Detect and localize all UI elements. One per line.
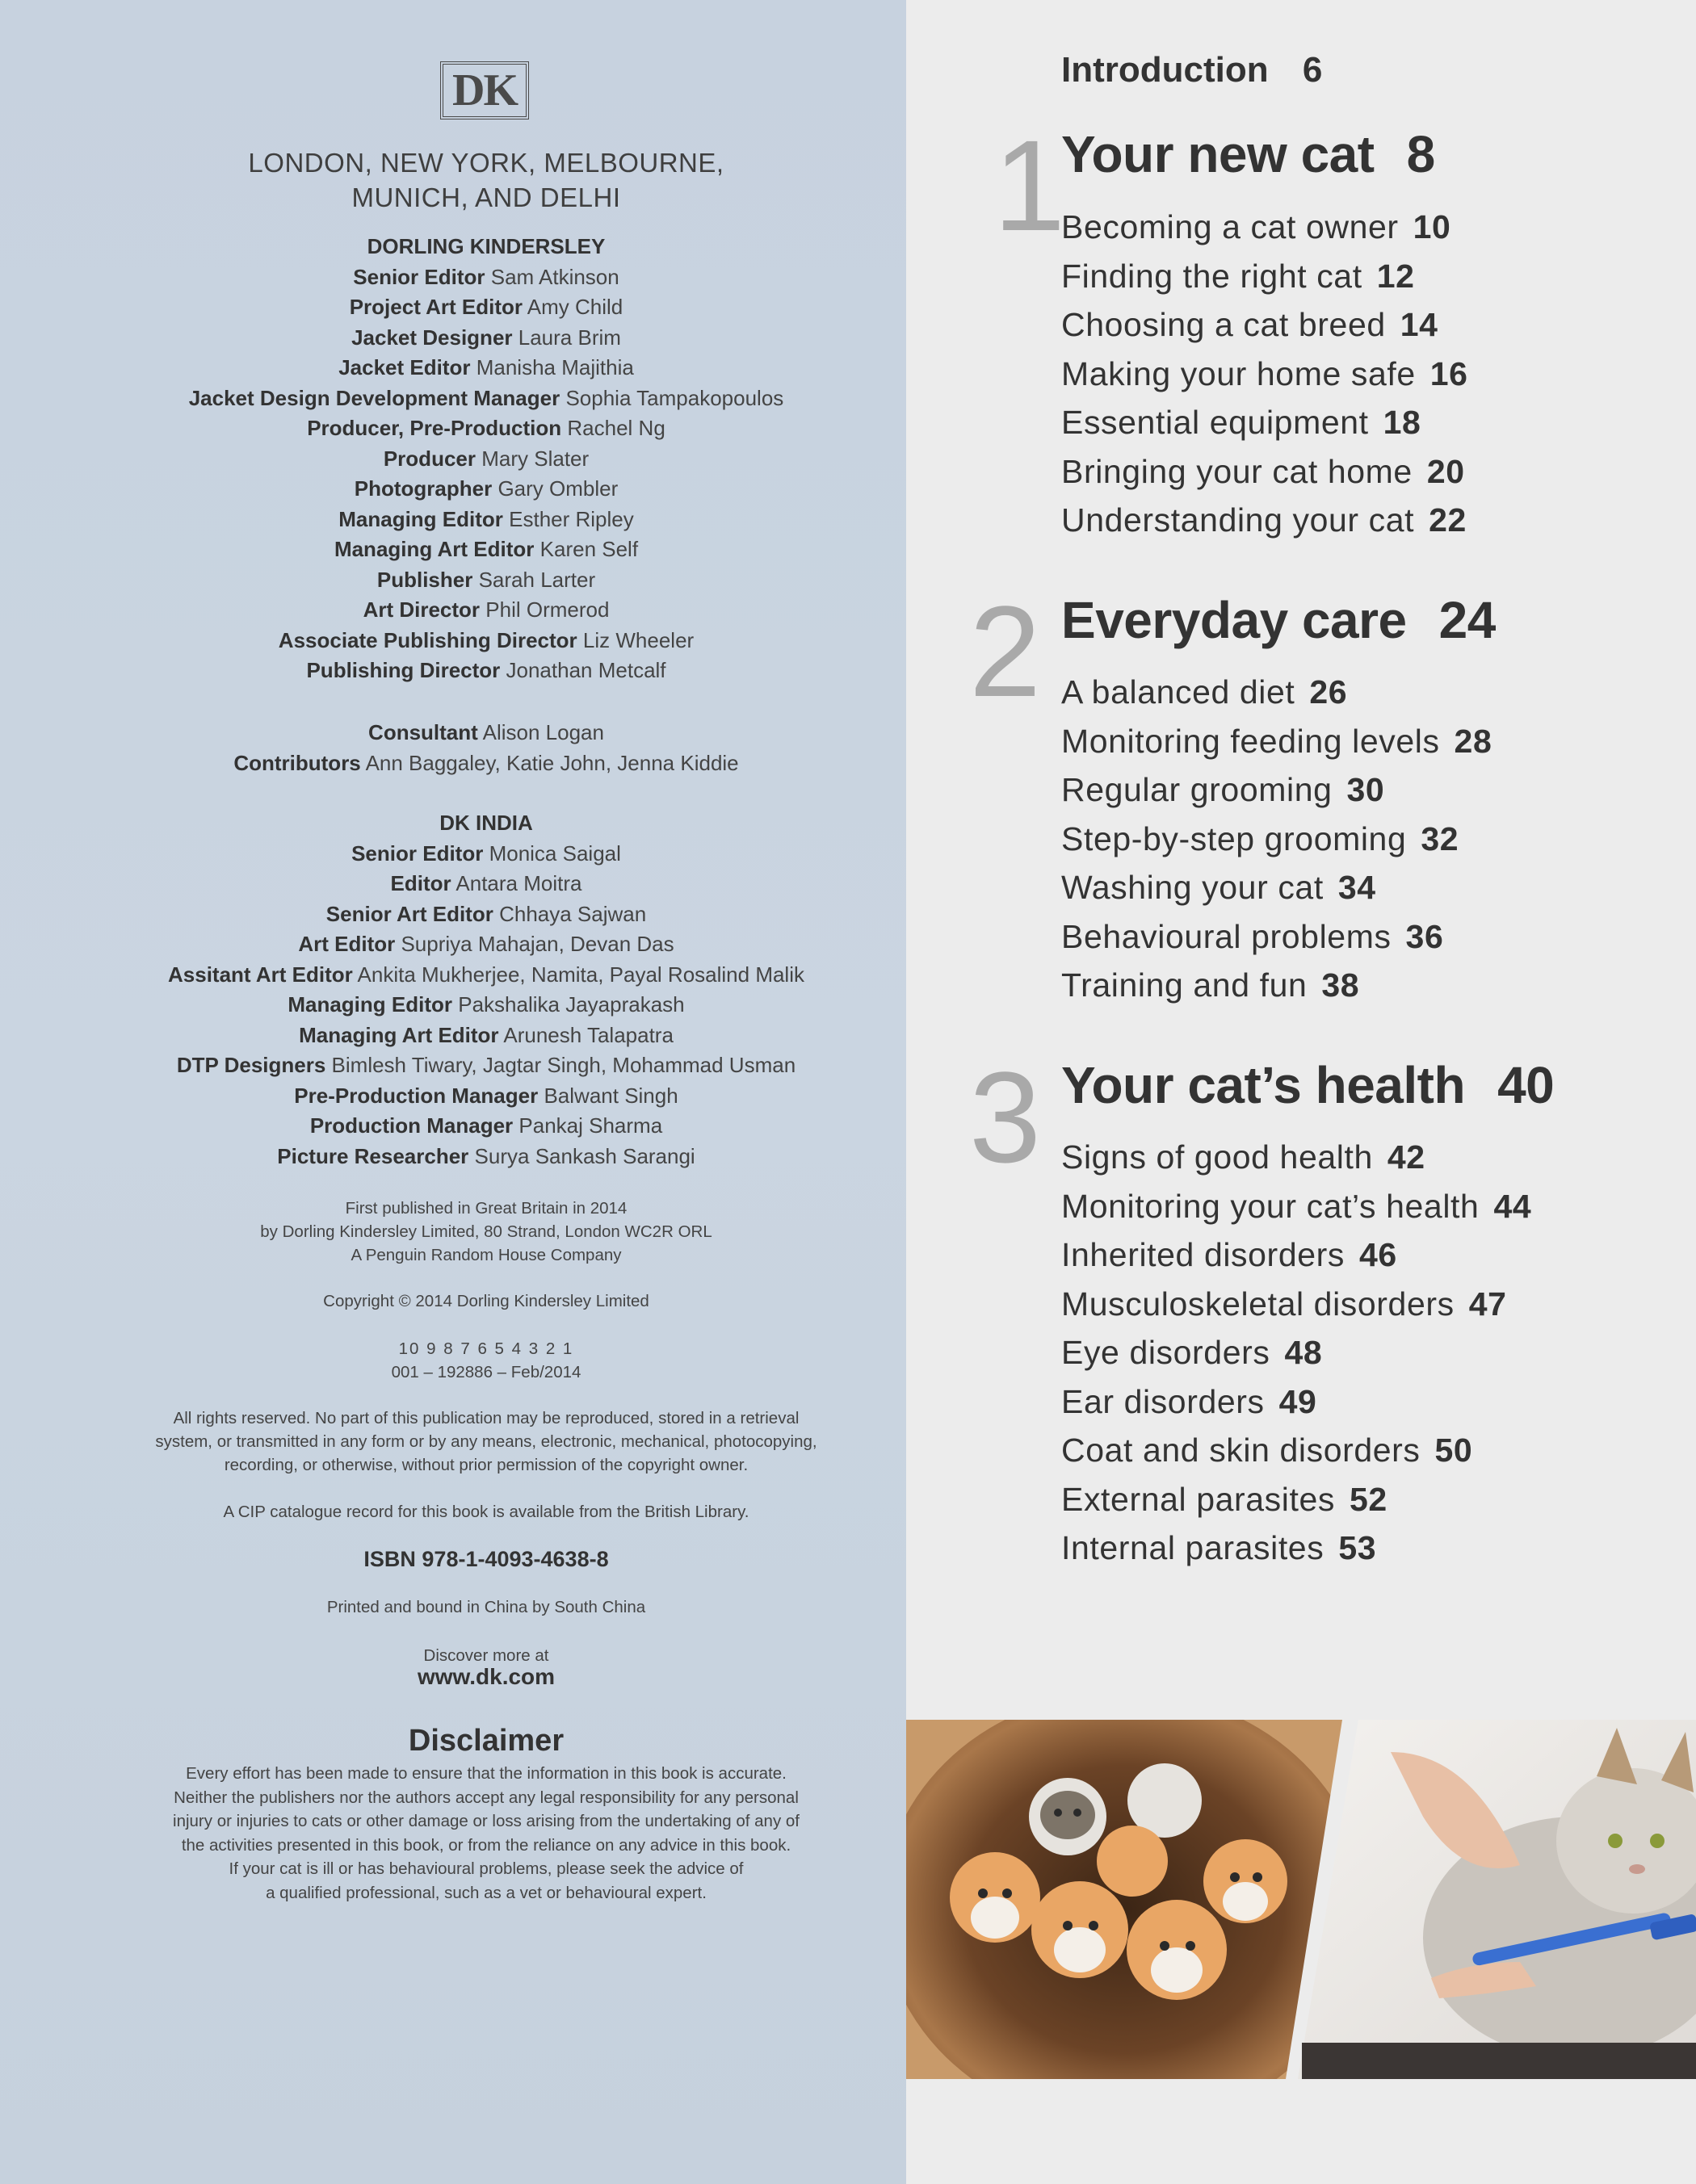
chapter-page: 24: [1438, 591, 1496, 649]
toc-entry-title: Choosing a cat breed: [1061, 306, 1386, 343]
consultant-credit-list: [0, 718, 972, 778]
credit-line: [0, 929, 972, 960]
toc-entry-page: 28: [1454, 722, 1492, 760]
credit-role: Publisher: [376, 567, 473, 592]
toc-entry[interactable]: [1061, 961, 1492, 1010]
toc-entry-page: 49: [1278, 1382, 1317, 1420]
chapter-3-entries: [1061, 1133, 1531, 1573]
toc-entry-page: 46: [1358, 1236, 1397, 1273]
credit-role: Consultant: [368, 720, 478, 744]
discover-label: Discover more at: [423, 1646, 549, 1665]
credit-name: Ann Baggaley, Katie John, Jenna Kiddie: [365, 750, 739, 775]
toc-entry[interactable]: [1061, 1475, 1531, 1524]
credit-role: Jacket Designer: [351, 325, 513, 350]
edition-code: 001 – 192886 – Feb/2014: [391, 1363, 581, 1381]
credit-line: [0, 323, 972, 354]
toc-entry[interactable]: [1061, 1280, 1531, 1329]
toc-entry-title: Making your home safe: [1061, 354, 1416, 392]
toc-entry-page: 30: [1346, 771, 1385, 808]
toc-entry-title: Signs of good health: [1061, 1138, 1373, 1176]
toc-entry-page: 32: [1421, 820, 1459, 857]
credit-name: Arunesh Talapatra: [503, 1022, 674, 1047]
credit-line: [0, 534, 972, 565]
rights-line: system, or transmitted in any form or by any means, electronic, mechanical, photocopying,: [155, 1432, 817, 1451]
toc-entry-title: Essential equipment: [1061, 404, 1369, 441]
website-link[interactable]: www.dk.com: [417, 1664, 556, 1689]
toc-entry-page: 44: [1493, 1187, 1532, 1225]
credit-role: DTP Designers: [176, 1053, 326, 1077]
chapter-3-title[interactable]: [1061, 1055, 1554, 1115]
credit-line: [0, 353, 972, 384]
toc-entry[interactable]: [1061, 863, 1492, 912]
toc-entry[interactable]: [1061, 1426, 1531, 1475]
credit-name: Pakshalika Jayaprakash: [458, 992, 685, 1017]
toc-entry-page: 26: [1309, 673, 1348, 711]
copyright: Copyright © 2014 Dorling Kindersley Limited: [323, 1292, 649, 1310]
credit-role: Producer: [383, 446, 476, 471]
toc-entry[interactable]: [1061, 447, 1468, 497]
credit-role: Art Director: [363, 597, 481, 622]
toc-entry[interactable]: [1061, 496, 1468, 545]
credit-name: Mary Slater: [481, 446, 590, 471]
toc-entry[interactable]: [1061, 668, 1492, 717]
first-published-line: A Penguin Random House Company: [351, 1246, 622, 1264]
toc-entry-title: Eye disorders: [1061, 1334, 1270, 1371]
rights-statement: [0, 1406, 972, 1477]
chapter-page: 8: [1406, 125, 1435, 183]
chapter-1-number: 1: [993, 113, 1065, 258]
disclaimer-line: Neither the publishers nor the authors accept any legal responsibility for any personal: [174, 1788, 799, 1807]
toc-entry-page: 34: [1337, 869, 1376, 906]
india-heading: DK INDIA: [439, 811, 533, 835]
credit-line: [0, 384, 972, 414]
credit-role: Jacket Editor: [338, 355, 471, 379]
toc-entry[interactable]: [1061, 765, 1492, 815]
toc-entry-title: Training and fun: [1061, 966, 1308, 1004]
intro-page: 6: [1302, 50, 1323, 90]
credit-role: Editor: [390, 871, 451, 895]
toc-entry[interactable]: [1061, 252, 1468, 301]
toc-entry-title: Inherited disorders: [1061, 1236, 1345, 1273]
toc-entry[interactable]: [1061, 1133, 1531, 1182]
print-line: 10 9 8 7 6 5 4 3 2 1: [398, 1339, 574, 1358]
toc-entry-title: A balanced diet: [1061, 673, 1295, 711]
printed-in: Printed and bound in China by South China: [326, 1598, 646, 1616]
credit-line: [0, 656, 972, 686]
disclaimer-line: If your cat is ill or has behavioural problems, please seek the advice of: [229, 1859, 744, 1878]
credit-name: Antara Moitra: [455, 871, 582, 895]
toc-entry-title: Regular grooming: [1061, 771, 1333, 808]
credit-role: Publishing Director: [306, 658, 501, 682]
toc-entry-title: Finding the right cat: [1061, 257, 1362, 295]
cat-photos: [906, 1720, 1696, 2079]
chapter-1-entries: [1061, 203, 1468, 545]
rights-line: All rights reserved. No part of this publication may be reproduced, stored in a retrieval: [173, 1409, 800, 1427]
credit-name: Balwant Singh: [544, 1083, 678, 1108]
toc-entry[interactable]: [1061, 203, 1468, 252]
chapter-title-text: Your cat’s health: [1061, 1056, 1466, 1114]
credit-role: Senior Editor: [351, 840, 484, 866]
credit-line: [0, 262, 972, 293]
credit-line: [0, 1050, 972, 1081]
credit-line: [0, 718, 972, 748]
credit-role: Pre-Production Manager: [294, 1083, 539, 1108]
disclaimer-text: [0, 1762, 972, 1905]
credit-role: Associate Publishing Director: [278, 627, 577, 652]
publisher-cities: [0, 145, 972, 215]
dk-logo: DK: [440, 61, 529, 119]
credit-line: [0, 748, 972, 779]
credit-line: [0, 292, 972, 323]
toc-entry[interactable]: [1061, 1377, 1531, 1427]
chapter-page: 40: [1497, 1056, 1555, 1114]
credit-line: [0, 960, 972, 991]
credit-name: Jonathan Metcalf: [506, 658, 666, 682]
chapter-title-text: Your new cat: [1061, 125, 1375, 183]
toc-entry-title: Bringing your cat home: [1061, 452, 1413, 490]
first-published-line: First published in Great Britain in 2014: [345, 1199, 628, 1218]
credit-name: Alison Logan: [482, 720, 604, 744]
toc-entry[interactable]: [1061, 1230, 1531, 1280]
toc-entry-page: 12: [1376, 257, 1415, 295]
toc-entry[interactable]: [1061, 1328, 1531, 1377]
credit-role: Project Art Editor: [349, 295, 523, 319]
toc-entry-title: Monitoring feeding levels: [1061, 722, 1440, 760]
chapter-title-text: Everyday care: [1061, 591, 1407, 649]
credit-name: Amy Child: [527, 295, 623, 319]
india-credits: [0, 808, 972, 1172]
toc-entry-page: 10: [1413, 208, 1451, 245]
credit-name: Ankita Mukherjee, Namita, Payal Rosalind Malik: [357, 962, 804, 987]
disclaimer-line: Every effort has been made to ensure that the information in this book is accurate.: [186, 1764, 787, 1783]
india-credit-list: [0, 839, 972, 1172]
consultant-credits: [0, 718, 972, 778]
uk-heading: DORLING KINDERSLEY: [367, 234, 606, 258]
toc-entry-page: 48: [1284, 1334, 1323, 1371]
credit-role: Production Manager: [309, 1113, 514, 1138]
toc-entry-title: Becoming a cat owner: [1061, 208, 1399, 245]
credit-role: Managing Editor: [338, 506, 503, 531]
credit-role: Art Editor: [298, 932, 396, 956]
credit-name: Manisha Majithia: [476, 355, 634, 379]
credit-role: Assitant Art Editor: [168, 962, 353, 987]
credit-name: Phil Ormerod: [485, 597, 610, 622]
cities-line: LONDON, NEW YORK, MELBOURNE,: [248, 148, 724, 178]
credit-line: [0, 1111, 972, 1142]
toc-entry[interactable]: [1061, 398, 1468, 447]
credit-line: [0, 444, 972, 475]
isbn: ISBN 978-1-4093-4638-8: [363, 1547, 609, 1571]
cities-line: MUNICH, AND DELHI: [351, 182, 621, 212]
toc-entry-title: Coat and skin disorders: [1061, 1432, 1421, 1469]
toc-entry-page: 36: [1405, 917, 1444, 955]
toc-entry[interactable]: [1061, 350, 1468, 399]
cip-record: A CIP catalogue record for this book is available from the British Library.: [223, 1503, 749, 1521]
credit-name: Laura Brim: [518, 325, 621, 350]
toc-entry[interactable]: [1061, 717, 1492, 766]
toc-entry-title: Understanding your cat: [1061, 501, 1415, 539]
chapter-2-title[interactable]: [1061, 590, 1496, 650]
credit-name: Sam Atkinson: [490, 264, 619, 289]
credit-line: [0, 1081, 972, 1112]
toc-entry-page: 18: [1383, 404, 1421, 441]
credit-role: Managing Art Editor: [334, 537, 535, 561]
toc-entry-title: Washing your cat: [1061, 869, 1324, 906]
credit-name: Sarah Larter: [478, 567, 596, 592]
cat-grooming-photo: [1298, 1720, 1696, 2079]
toc-entry-title: Musculoskeletal disorders: [1061, 1285, 1455, 1323]
toc-entry[interactable]: [1061, 300, 1468, 350]
toc-entry-title: External parasites: [1061, 1480, 1335, 1518]
credit-role: Managing Art Editor: [299, 1022, 499, 1047]
credit-role: Jacket Design Development Manager: [188, 385, 560, 410]
credit-name: Monica Saigal: [489, 840, 621, 866]
toc-introduction[interactable]: [1061, 50, 1322, 90]
toc-entry[interactable]: [1061, 1524, 1531, 1573]
credit-role: Picture Researcher: [277, 1143, 469, 1168]
toc-entry-page: 52: [1349, 1480, 1387, 1518]
toc-entry-page: 53: [1338, 1529, 1377, 1566]
toc-entry-page: 14: [1400, 306, 1438, 343]
rights-line: recording, or otherwise, without prior permission of the copyright owner.: [224, 1456, 749, 1474]
toc-entry-page: 16: [1429, 354, 1468, 392]
credit-name: Pankaj Sharma: [518, 1113, 663, 1138]
credit-line: [0, 990, 972, 1021]
toc-entry-title: Monitoring your cat’s health: [1061, 1187, 1480, 1225]
first-published: [0, 1197, 972, 1267]
toc-entry-title: Step-by-step grooming: [1061, 820, 1407, 857]
uk-credit-list: [0, 262, 972, 686]
disclaimer-line: injury or injuries to cats or other damage or loss arising from the undertaking of any of: [173, 1812, 800, 1830]
uk-credits: [0, 232, 972, 686]
credit-line: [0, 899, 972, 930]
credit-name: Esther Ripley: [509, 506, 634, 531]
first-published-line: by Dorling Kindersley Limited, 80 Strand, London WC2R ORL: [260, 1222, 712, 1241]
disclaimer-line: the activities presented in this book, or from the reliance on any advice in this book.: [181, 1835, 791, 1855]
credit-role: Producer, Pre-Production: [307, 416, 562, 440]
credit-name: Bimlesh Tiwary, Jagtar Singh, Mohammad Usman: [331, 1053, 796, 1077]
credit-line: [0, 626, 972, 656]
toc-entry[interactable]: [1061, 815, 1492, 864]
chapter-3-number: 3: [969, 1045, 1041, 1189]
credit-line: [0, 413, 972, 444]
credit-line: [0, 869, 972, 899]
credit-name: Supriya Mahajan, Devan Das: [401, 932, 674, 956]
toc-entry[interactable]: [1061, 912, 1492, 962]
credit-role: Senior Editor: [353, 264, 485, 289]
toc-entry-page: 20: [1426, 452, 1465, 490]
credit-role: Senior Art Editor: [325, 901, 493, 926]
credit-name: Sophia Tampakopoulos: [565, 385, 784, 410]
credit-name: Gary Ombler: [497, 476, 619, 501]
toc-entry-page: 42: [1387, 1138, 1425, 1176]
toc-entry-page: 47: [1468, 1285, 1507, 1323]
chapter-2-entries: [1061, 668, 1492, 1010]
toc-entry-page: 22: [1429, 501, 1467, 539]
credit-role: Managing Editor: [288, 992, 453, 1017]
chapter-2-number: 2: [969, 579, 1041, 723]
toc-entry-page: 50: [1434, 1432, 1473, 1469]
credit-name: Surya Sankash Sarangi: [474, 1143, 695, 1168]
toc-entry-title: Internal parasites: [1061, 1529, 1324, 1566]
credit-name: Karen Self: [539, 537, 639, 561]
credit-line: [0, 565, 972, 596]
toc-entry-title: Ear disorders: [1061, 1382, 1265, 1420]
intro-label: Introduction: [1061, 50, 1269, 90]
credit-role: Contributors: [233, 750, 361, 775]
toc-entry-title: Behavioural problems: [1061, 917, 1392, 955]
credit-line: [0, 595, 972, 626]
disclaimer-title: Disclaimer: [408, 1724, 565, 1758]
credit-line: [0, 1142, 972, 1172]
toc-entry-page: 38: [1321, 966, 1360, 1004]
chapter-1-title[interactable]: [1061, 124, 1435, 184]
disclaimer-line: a qualified professional, such as a vet or behavioural expert.: [266, 1883, 707, 1902]
toc-entry[interactable]: [1061, 1182, 1531, 1231]
credit-name: Rachel Ng: [567, 416, 665, 440]
credit-line: [0, 505, 972, 535]
credit-line: [0, 1021, 972, 1051]
credit-name: Liz Wheeler: [582, 627, 695, 652]
credit-name: Chhaya Sajwan: [499, 901, 647, 926]
credit-line: [0, 474, 972, 505]
credit-role: Photographer: [354, 476, 493, 501]
credit-line: [0, 839, 972, 870]
